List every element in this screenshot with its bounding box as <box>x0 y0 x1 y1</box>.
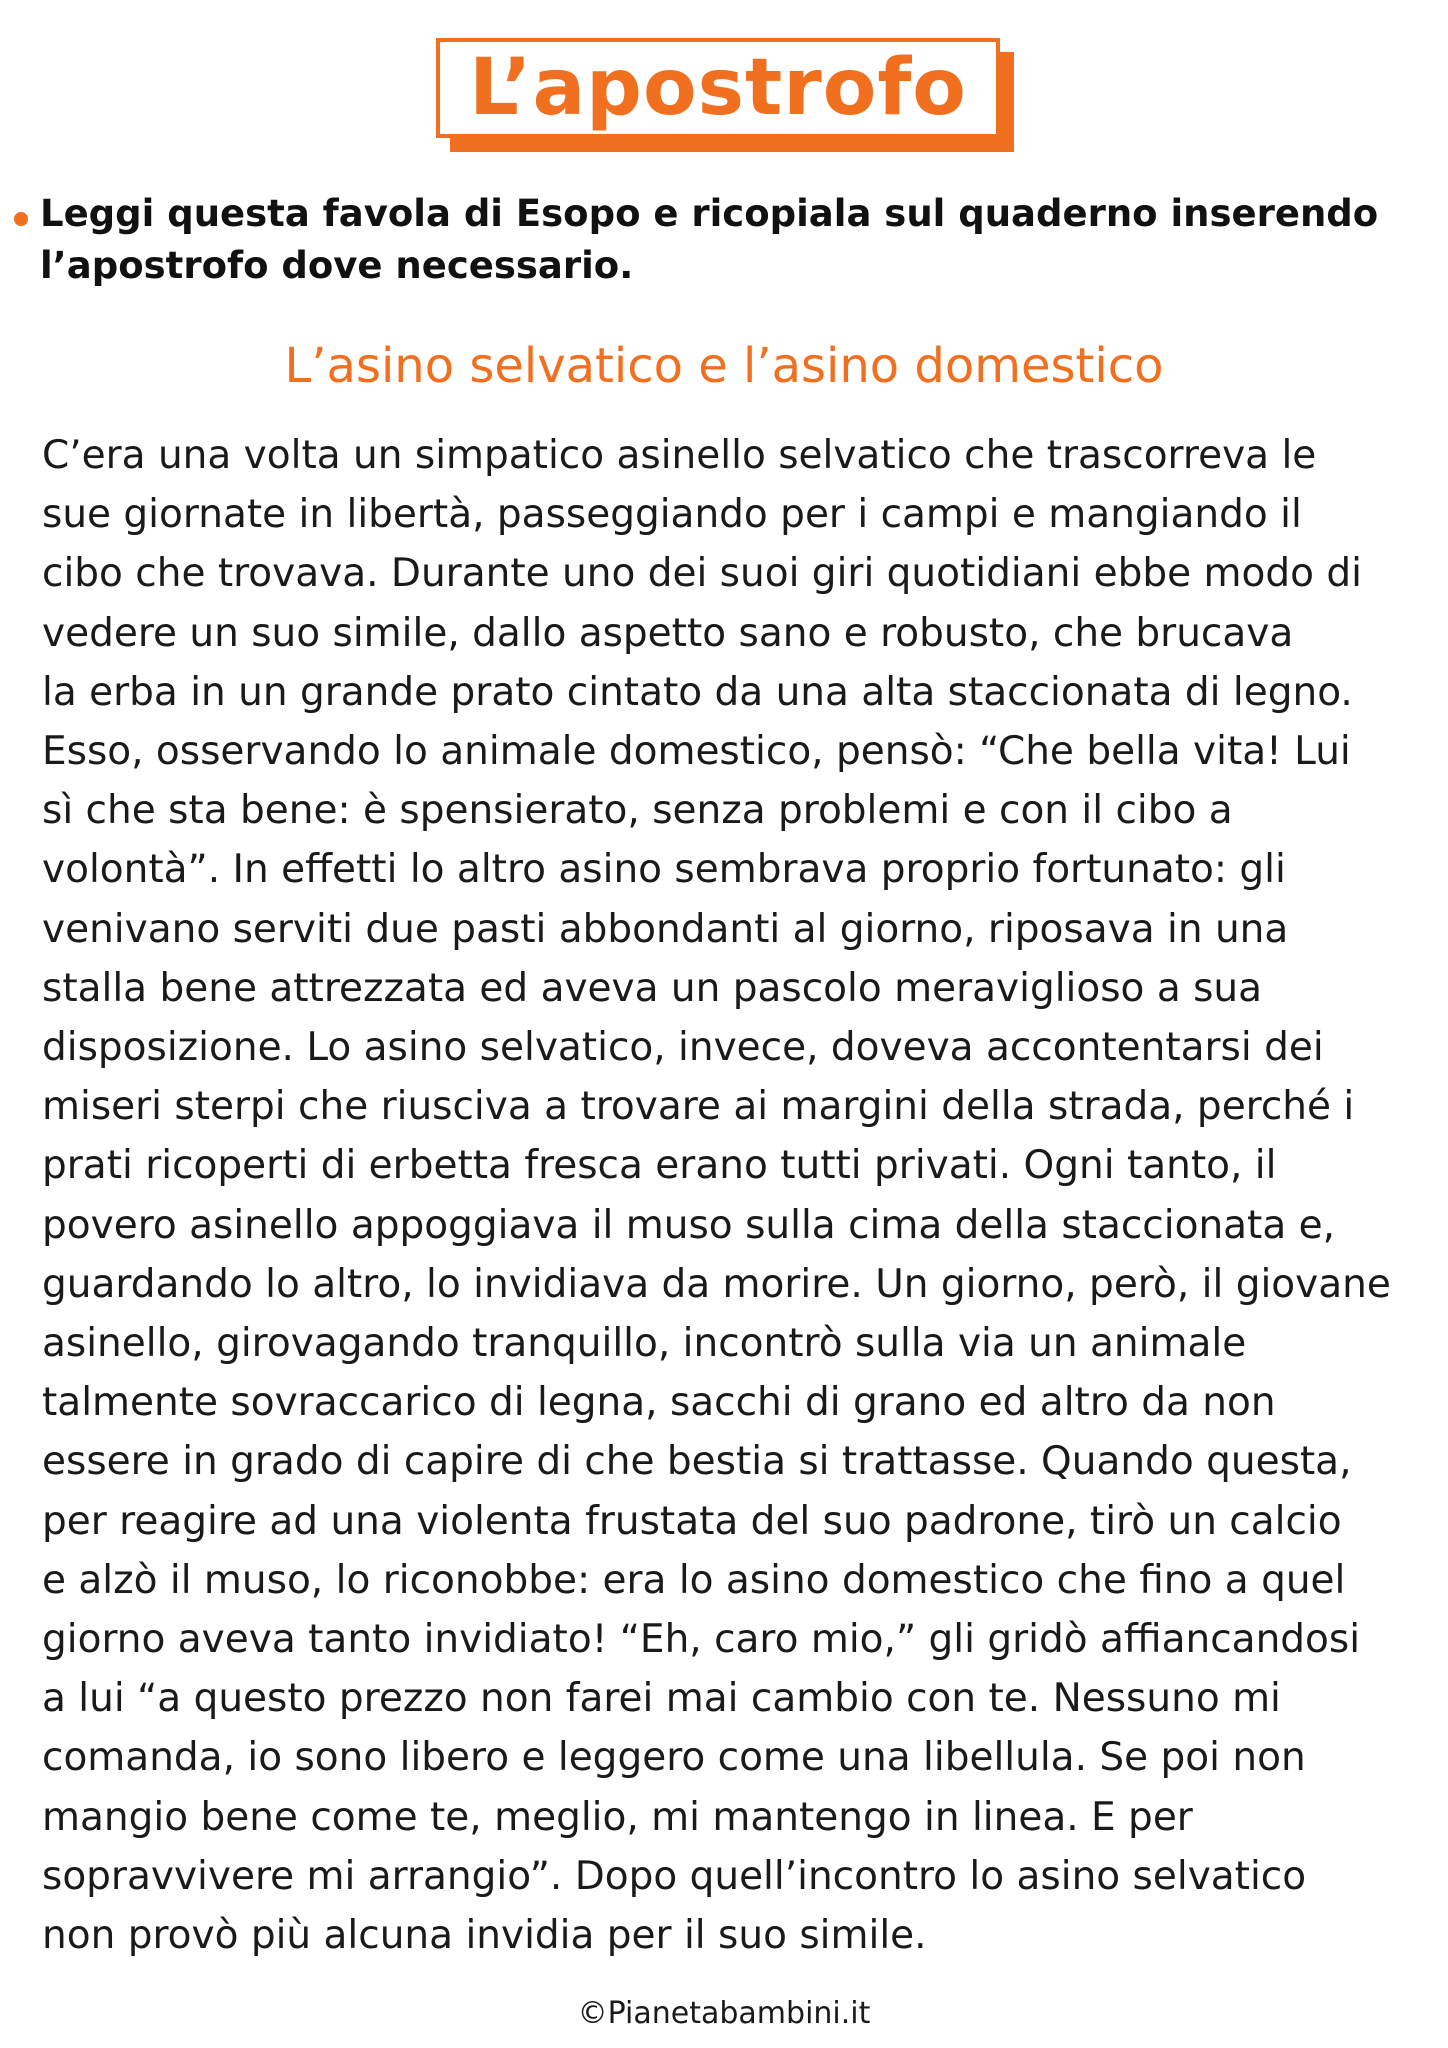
story-line: venivano serviti due pasti abbondanti al giorno, riposava in una <box>42 906 1289 952</box>
story-line: talmente sovraccarico di legna, sacchi di grano ed altro da non <box>42 1380 1276 1426</box>
story-line: stalla bene attrezzata ed aveva un pascolo meraviglioso a sua <box>42 965 1263 1011</box>
story-line: Esso, osservando lo animale domestico, pensò: “Che bella vita! Lui <box>42 729 1351 775</box>
story-line: cibo che trovava. Durante uno dei suoi giri quotidiani ebbe modo di <box>42 551 1362 597</box>
story-line: a lui “a questo prezzo non farei mai cambio con te. Nessuno mi <box>42 1676 1281 1722</box>
story-line: non provò più alcuna invidia per il suo simile. <box>42 1913 927 1959</box>
footer-credit: ©Pianetabambini.it <box>577 1996 871 2031</box>
story-line: vedere un suo simile, dallo aspetto sano e robusto, che brucava <box>42 610 1294 656</box>
story-line: comanda, io sono libero e leggero come una libellula. Se poi non <box>42 1735 1306 1781</box>
title-banner <box>436 38 1014 152</box>
instruction-line-2: l’apostrofo dove necessario. <box>40 244 634 287</box>
instruction-line-1: Leggi questa favola di Esopo e ricopiala sul quaderno inserendo <box>40 192 1379 235</box>
story-line: essere in grado di capire di che bestia si trattasse. Quando questa, <box>42 1439 1352 1485</box>
story-line: miseri sterpi che riusciva a trovare ai margini della strada, perché i <box>42 1084 1355 1130</box>
instruction <box>14 188 1434 292</box>
story-line: disposizione. Lo asino selvatico, invece, doveva accontentarsi dei <box>42 1025 1324 1071</box>
story-title: L’asino selvatico e l’asino domestico <box>284 338 1164 394</box>
story-line: mangio bene come te, meglio, mi mantengo in linea. E per <box>42 1794 1193 1840</box>
page-title: L’apostrofo <box>469 43 967 133</box>
story-line: C’era una volta un simpatico asinello selvatico che trascorreva le <box>42 433 1317 478</box>
bullet-icon <box>14 212 28 226</box>
story-line: guardando lo altro, lo invidiava da morire. Un giorno, però, il giovane <box>42 1261 1391 1307</box>
instruction-text <box>40 188 1430 292</box>
story-line: sì che sta bene: è spensierato, senza problemi e con il cibo a <box>42 788 1233 834</box>
story-line: sopravvivere mi arrangio”. Dopo quell’incontro lo asino selvatico <box>42 1853 1307 1899</box>
story-line: sue giornate in libertà, passeggiando per i campi e mangiando il <box>42 492 1302 538</box>
story-line: prati ricoperti di erbetta fresca erano tutti privati. Ogni tanto, il <box>42 1143 1277 1189</box>
story-line: povero asinello appoggiava il muso sulla cima della staccionata e, <box>42 1202 1336 1248</box>
story-line: e alzò il muso, lo riconobbe: era lo asino domestico che fino a quel <box>42 1557 1346 1603</box>
story-line: volontà”. In effetti lo altro asino sembrava proprio fortunato: gli <box>42 847 1286 893</box>
title-box <box>436 38 1000 138</box>
story-line: la erba in un grande prato cintato da una alta staccionata di legno. <box>42 669 1353 715</box>
story-text <box>42 426 1432 1965</box>
story-line: per reagire ad una violenta frustata del suo padrone, tirò un calcio <box>42 1498 1342 1544</box>
story-line: giorno aveva tanto invidiato! “Eh, caro mio,” gli gridò affiancandosi <box>42 1617 1361 1663</box>
story-line: asinello, girovagando tranquillo, incontrò sulla via un animale <box>42 1321 1247 1367</box>
